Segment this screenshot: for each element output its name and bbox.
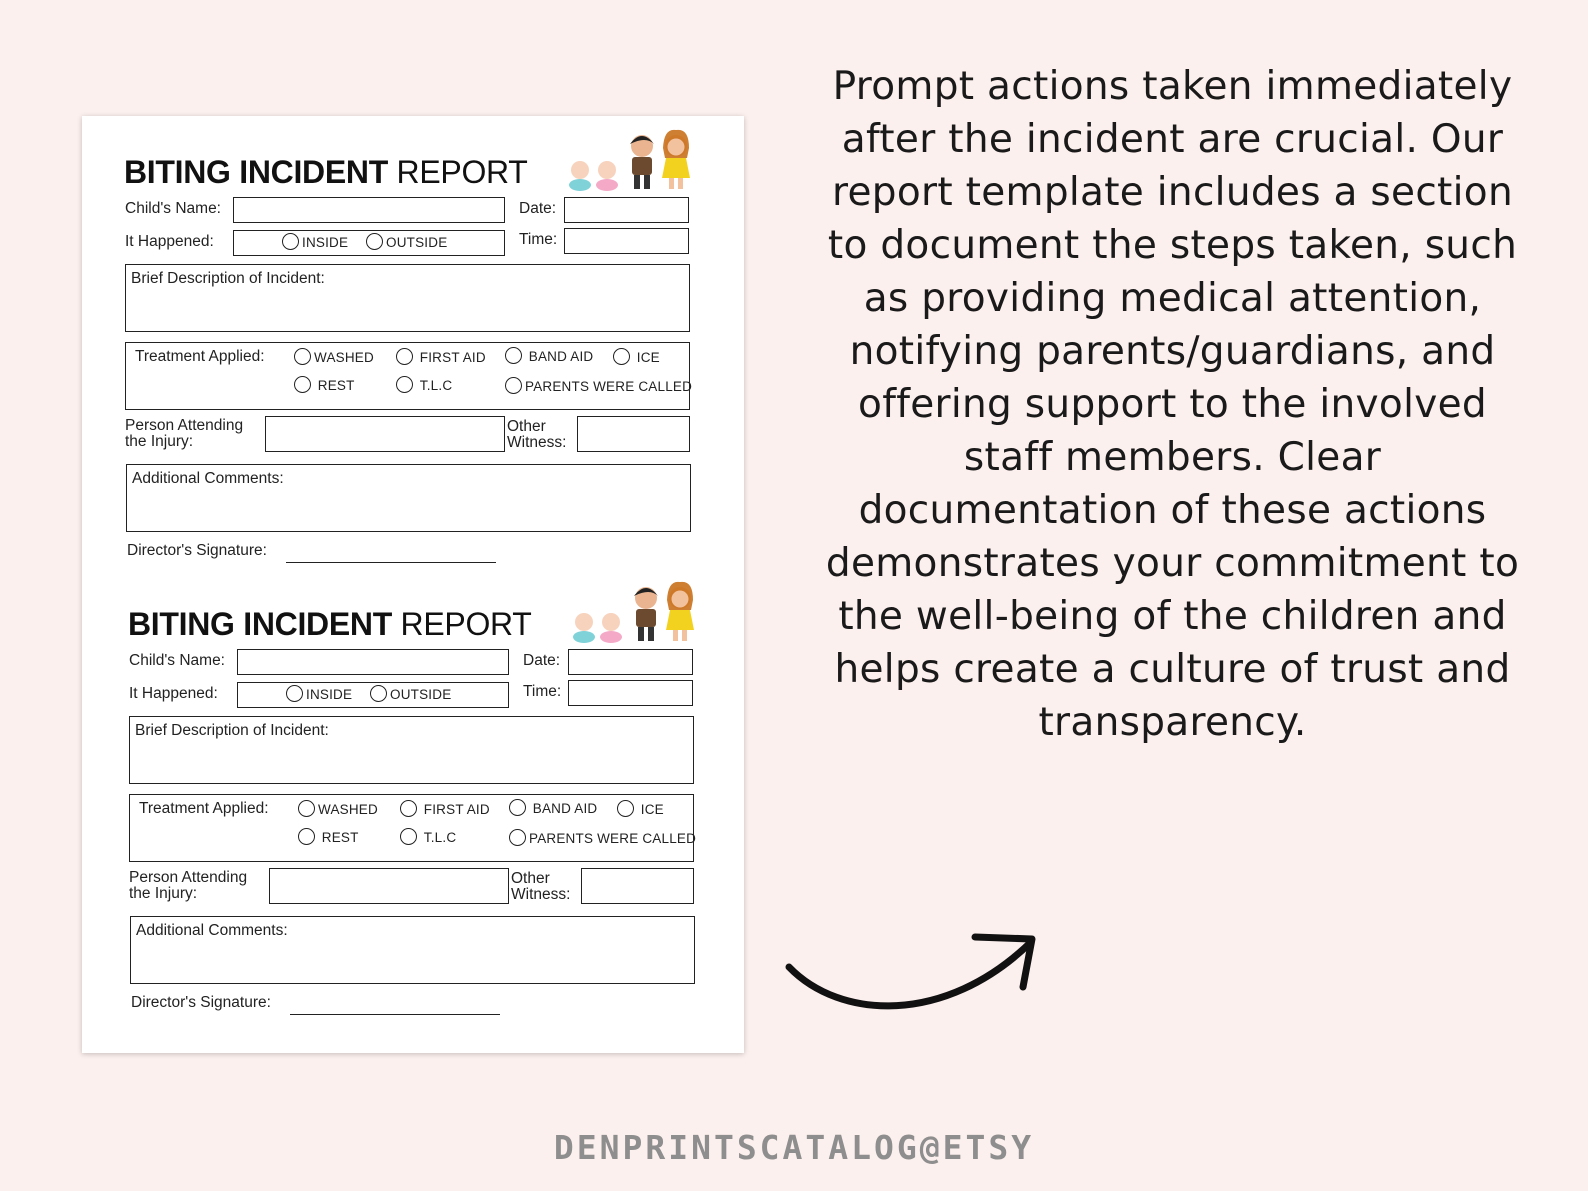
treatment-option-band-aid[interactable]: BAND AID bbox=[509, 799, 597, 816]
time-label: Time: bbox=[523, 683, 562, 700]
radio-icon bbox=[366, 233, 383, 250]
directors-signature-line[interactable] bbox=[290, 1014, 500, 1015]
marketing-description: Prompt actions taken immediately after the incident are crucial. Our report template includes a section to document the steps taken, such as providing medical attention, notifying parents/guardians, and offering support to the involved staff members. Clear documentation of these actions demonstrates your commitment to the well-being of the children and helps create a culture of trust and transparency. bbox=[825, 64, 1520, 745]
person-attending-field[interactable] bbox=[269, 868, 509, 904]
radio-icon bbox=[294, 376, 311, 393]
inside-option[interactable]: INSIDE bbox=[282, 233, 348, 250]
radio-icon bbox=[400, 828, 417, 845]
brief-description-label: Brief Description of Incident: bbox=[131, 270, 325, 287]
it-happened-label: It Happened: bbox=[129, 685, 218, 702]
radio-icon bbox=[505, 377, 522, 394]
treatment-option-rest[interactable]: REST bbox=[294, 376, 355, 393]
treatment-applied-label: Treatment Applied: bbox=[135, 348, 265, 365]
shop-watermark: DENPRINTSCATALOG@ETSY bbox=[553, 1128, 1035, 1167]
radio-icon bbox=[286, 685, 303, 702]
treatment-option-washed[interactable]: WASHED bbox=[298, 800, 378, 817]
childs-name-label: Child's Name: bbox=[129, 652, 225, 669]
treatment-option-tlc[interactable]: T.L.C bbox=[400, 828, 456, 845]
brief-description-label: Brief Description of Incident: bbox=[135, 722, 329, 739]
children-illustration-icon bbox=[566, 124, 696, 192]
time-field[interactable] bbox=[564, 228, 689, 254]
radio-icon bbox=[282, 233, 299, 250]
person-attending-label: Person Attending the Injury: bbox=[129, 869, 248, 902]
radio-icon bbox=[613, 348, 630, 365]
childs-name-label: Child's Name: bbox=[125, 200, 221, 217]
treatment-option-first-aid[interactable]: FIRST AID bbox=[400, 800, 490, 817]
treatment-option-ice[interactable]: ICE bbox=[617, 800, 664, 817]
other-witness-label: Other Witness: bbox=[511, 870, 571, 903]
printable-sheet bbox=[82, 116, 744, 1053]
form-title: BITING INCIDENT REPORT bbox=[128, 606, 532, 642]
childs-name-field[interactable] bbox=[237, 649, 509, 675]
radio-icon bbox=[298, 800, 315, 817]
additional-comments-label: Additional Comments: bbox=[132, 470, 284, 487]
biting-incident-report-form bbox=[82, 116, 744, 576]
directors-signature-line[interactable] bbox=[286, 562, 496, 563]
date-label: Date: bbox=[523, 652, 561, 669]
directors-signature-label: Director's Signature: bbox=[127, 542, 267, 559]
treatment-option-washed[interactable]: WASHED bbox=[294, 348, 374, 365]
time-label: Time: bbox=[519, 231, 558, 248]
radio-icon bbox=[400, 800, 417, 817]
outside-option[interactable]: OUTSIDE bbox=[366, 233, 447, 250]
treatment-option-tlc[interactable]: T.L.C bbox=[396, 376, 452, 393]
radio-icon bbox=[396, 376, 413, 393]
treatment-applied-label: Treatment Applied: bbox=[139, 800, 269, 817]
treatment-option-ice[interactable]: ICE bbox=[613, 348, 660, 365]
treatment-option-rest[interactable]: REST bbox=[298, 828, 359, 845]
biting-incident-report-form bbox=[86, 568, 748, 1028]
other-witness-field[interactable] bbox=[581, 868, 694, 904]
other-witness-label: Other Witness: bbox=[507, 418, 567, 451]
date-field[interactable] bbox=[564, 197, 689, 223]
other-witness-field[interactable] bbox=[577, 416, 690, 452]
treatment-option-first-aid[interactable]: FIRST AID bbox=[396, 348, 486, 365]
curved-arrow-icon bbox=[785, 925, 1055, 1035]
person-attending-field[interactable] bbox=[265, 416, 505, 452]
radio-icon bbox=[396, 348, 413, 365]
inside-option[interactable]: INSIDE bbox=[286, 685, 352, 702]
radio-icon bbox=[509, 829, 526, 846]
person-attending-label: Person Attending the Injury: bbox=[125, 417, 244, 450]
additional-comments-label: Additional Comments: bbox=[136, 922, 288, 939]
radio-icon bbox=[298, 828, 315, 845]
radio-icon bbox=[617, 800, 634, 817]
outside-option[interactable]: OUTSIDE bbox=[370, 685, 451, 702]
children-illustration-icon bbox=[570, 576, 700, 644]
treatment-option-parents-called[interactable]: PARENTS WERE CALLED bbox=[505, 377, 692, 394]
time-field[interactable] bbox=[568, 680, 693, 706]
radio-icon bbox=[509, 799, 526, 816]
radio-icon bbox=[294, 348, 311, 365]
date-field[interactable] bbox=[568, 649, 693, 675]
it-happened-label: It Happened: bbox=[125, 233, 214, 250]
treatment-option-band-aid[interactable]: BAND AID bbox=[505, 347, 593, 364]
childs-name-field[interactable] bbox=[233, 197, 505, 223]
directors-signature-label: Director's Signature: bbox=[131, 994, 271, 1011]
radio-icon bbox=[370, 685, 387, 702]
treatment-option-parents-called[interactable]: PARENTS WERE CALLED bbox=[509, 829, 696, 846]
radio-icon bbox=[505, 347, 522, 364]
form-title: BITING INCIDENT REPORT bbox=[124, 154, 528, 190]
date-label: Date: bbox=[519, 200, 557, 217]
